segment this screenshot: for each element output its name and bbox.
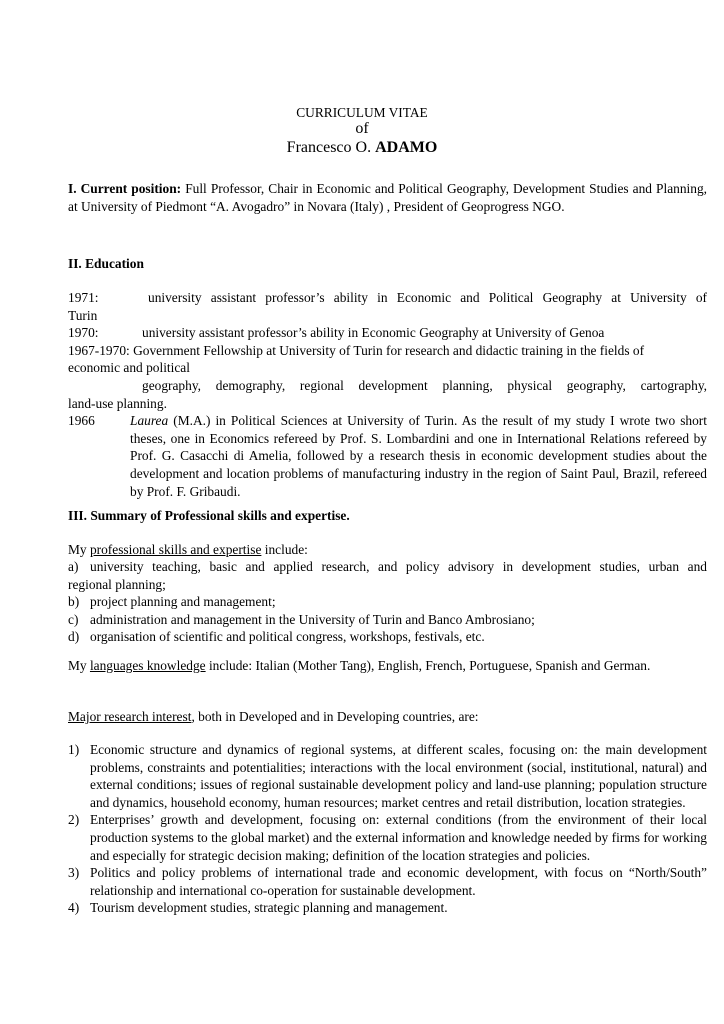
education-year: 1971: [68, 290, 99, 305]
education-entry [68, 342, 707, 377]
education-text: (M.A.) in Political Sciences at University of Turin. As the result of my study I wrote two short theses, one in Economics refereed by Prof. S. Lombardini and one in International Relations refereed by Prof. G. Casacchi di Amelia, followed by a research thesis in economic development studies about the development and location problems of manufacturing industry in the region of Saint Paul, Brazil, refereed by Prof. F. Gribaudi. [130, 413, 707, 499]
education-entry [68, 377, 707, 412]
research-intro [68, 708, 707, 726]
skills-intro-link: professional skills and expertise [89, 542, 262, 557]
research-num: 3) [68, 865, 80, 881]
languages-link: languages knowledge [89, 658, 206, 673]
document-title: CURRICULUM VITAE [296, 105, 428, 120]
skills-intro-pre: My [68, 542, 90, 557]
research-num: 4) [68, 900, 80, 916]
research-num: 1) [68, 742, 80, 757]
skills-item [68, 593, 707, 611]
education-year: 1966 [68, 413, 95, 429]
skills-item [68, 628, 707, 646]
languages-paragraph [68, 657, 707, 675]
current-position-section [68, 180, 707, 215]
research-post: , both in Developed and in Developing countries, are: [191, 709, 479, 724]
education-text-cont: land-use planning. [68, 395, 167, 411]
skills-intro [68, 541, 707, 559]
research-item [68, 864, 707, 899]
education-degree: Laurea [130, 413, 169, 429]
education-text: Government Fellowship at University of Turin for research and didactic training in the fields of [129, 342, 645, 358]
research-item [68, 899, 707, 917]
skills-text: university teaching, basic and applied research, and policy advisory in development studies, urban and [90, 559, 707, 574]
research-text: Economic structure and dynamics of regional systems, at different scales, focusing on: the main development problems, constraints and potentialities; interactions with the local environment (social, institutional, natural) and external conditions; issues of regional sustainable development policy and land-use planning; population structure and dynamics, household economy, human resources; market centres and retail distribution, location strategies. [90, 742, 707, 810]
title-of: of [355, 120, 369, 137]
languages-post: include: Italian (Mother Tang), English, French, Portuguese, Spanish and German. [205, 658, 651, 673]
skills-intro-post: include: [261, 542, 308, 557]
education-year: 1967-1970: [68, 342, 130, 358]
research-item [68, 811, 707, 864]
languages-pre: My [68, 658, 90, 673]
education-text: university assistant professor’s ability in Economic and Political Geography at University of [148, 290, 707, 305]
skills-text: organisation of scientific and political congress, workshops, festivals, etc. [90, 629, 485, 645]
education-list [68, 289, 707, 500]
skills-text: project planning and management; [90, 594, 276, 610]
education-entry [68, 412, 707, 500]
skills-text: administration and management in the University of Turin and Banco Ambrosiano; [90, 611, 535, 627]
education-heading: II. Education [68, 256, 144, 271]
skills-heading: III. Summary of Professional skills and expertise. [68, 508, 350, 523]
education-year: 1970: [68, 325, 99, 341]
education-text-cont: economic and political [68, 360, 190, 376]
person-name [0, 139, 724, 157]
research-text: Enterprises’ growth and development, focusing on: external conditions (from the environment of their local production systems to the global market) and the external information and knowledge needed by firms for working and especially for strategic decision making; definition of the location strategies and policies. [90, 812, 707, 863]
current-position-label: I. Current position: [68, 181, 182, 196]
skills-mark: d) [68, 629, 80, 645]
skills-item [68, 611, 707, 629]
education-text-cont: Turin [68, 307, 98, 323]
research-text: Politics and policy problems of international trade and economic development, with focus on “North/South” relationship and international co-operation for sustainable development. [90, 865, 707, 898]
skills-item [68, 558, 707, 593]
research-link: Major research interest [68, 709, 192, 724]
education-text: geography, demography, regional development planning, physical geography, cartography, [142, 377, 707, 393]
research-list [68, 741, 707, 917]
current-position-text: Full Professor, Chair in Economic and Political Geography, Development Studies and Planning, at University of Piedmont “A. Avogadro” in Novara (Italy) , President of Geoprogress NGO. [68, 181, 707, 214]
person-first-name: Francesco O. [286, 139, 376, 156]
research-num: 2) [68, 812, 80, 828]
education-entry [68, 324, 707, 342]
skills-mark: b) [68, 594, 80, 610]
skills-mark: a) [68, 559, 79, 574]
research-text: Tourism development studies, strategic planning and management. [90, 900, 448, 916]
skills-list [68, 558, 707, 646]
skills-text-cont: regional planning; [68, 576, 166, 592]
education-entry [68, 289, 707, 324]
research-item [68, 741, 707, 811]
education-text: university assistant professor’s ability in Economic Geography at University of Genoa [142, 325, 605, 341]
person-last-name: ADAMO [375, 139, 438, 156]
skills-mark: c) [68, 611, 79, 627]
